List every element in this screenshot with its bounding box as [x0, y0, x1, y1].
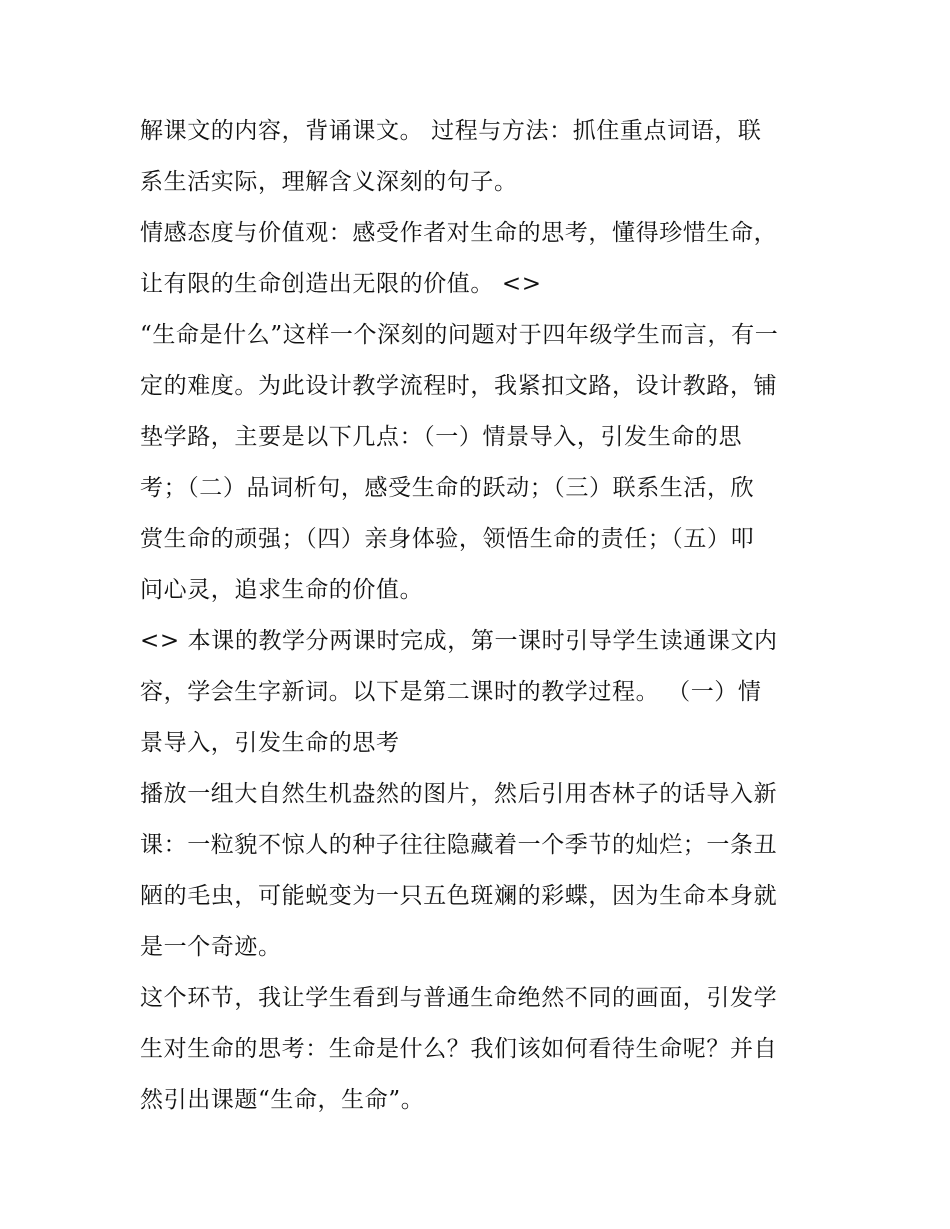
text-line: 生对生命的思考：生命是什么？我们该如何看待生命呢？并自	[140, 1036, 778, 1062]
text-line: 考；（二）品词析句，感受生命的跃动；（三）联系生活，欣	[140, 475, 755, 501]
text-line: 情感态度与价值观：感受作者对生命的思考，懂得珍惜生命，	[140, 220, 778, 246]
text-line: 然引出课题“生命，生命”。	[140, 1087, 425, 1113]
text-line: 是一个奇迹。	[140, 934, 282, 960]
text-line: 容，学会生字新词。以下是第二课时的教学过程。 （一）情	[140, 679, 762, 705]
document-body	[140, 106, 820, 1126]
text-line: “生命是什么”这样一个深刻的问题对于四年级学生而言，有一	[140, 322, 779, 348]
text-line: 播放一组大自然生机盎然的图片，然后引用杏林子的话导入新	[140, 781, 778, 807]
text-line: 解课文的内容，背诵课文。 过程与方法：抓住重点词语，联	[140, 118, 762, 144]
text-line: 垫学路，主要是以下几点：（一）情景导入，引发生命的思	[140, 424, 743, 450]
text-line: 景导入，引发生命的思考	[140, 730, 400, 756]
text-line: 这个环节，我让学生看到与普通生命绝然不同的画面，引发学	[140, 985, 778, 1011]
text-line: 让有限的生命创造出无限的价值。 <>	[140, 271, 542, 297]
text-line: <> 本课的教学分两课时完成，第一课时引导学生读通课文内	[140, 628, 778, 654]
text-line: 赏生命的顽强；（四）亲身体验，领悟生命的责任；（五）叩	[140, 526, 755, 552]
text-line: 系生活实际，理解含义深刻的句子。	[140, 169, 518, 195]
text-line: 定的难度。为此设计教学流程时，我紧扣文路，设计教路，铺	[140, 373, 778, 399]
text-line: 陋的毛虫，可能蜕变为一只五色斑斓的彩蝶，因为生命本身就	[140, 883, 778, 909]
text-line: 问心灵，追求生命的价值。	[140, 577, 424, 603]
text-line: 课：一粒貌不惊人的种子往往隐藏着一个季节的灿烂；一条丑	[140, 832, 778, 858]
